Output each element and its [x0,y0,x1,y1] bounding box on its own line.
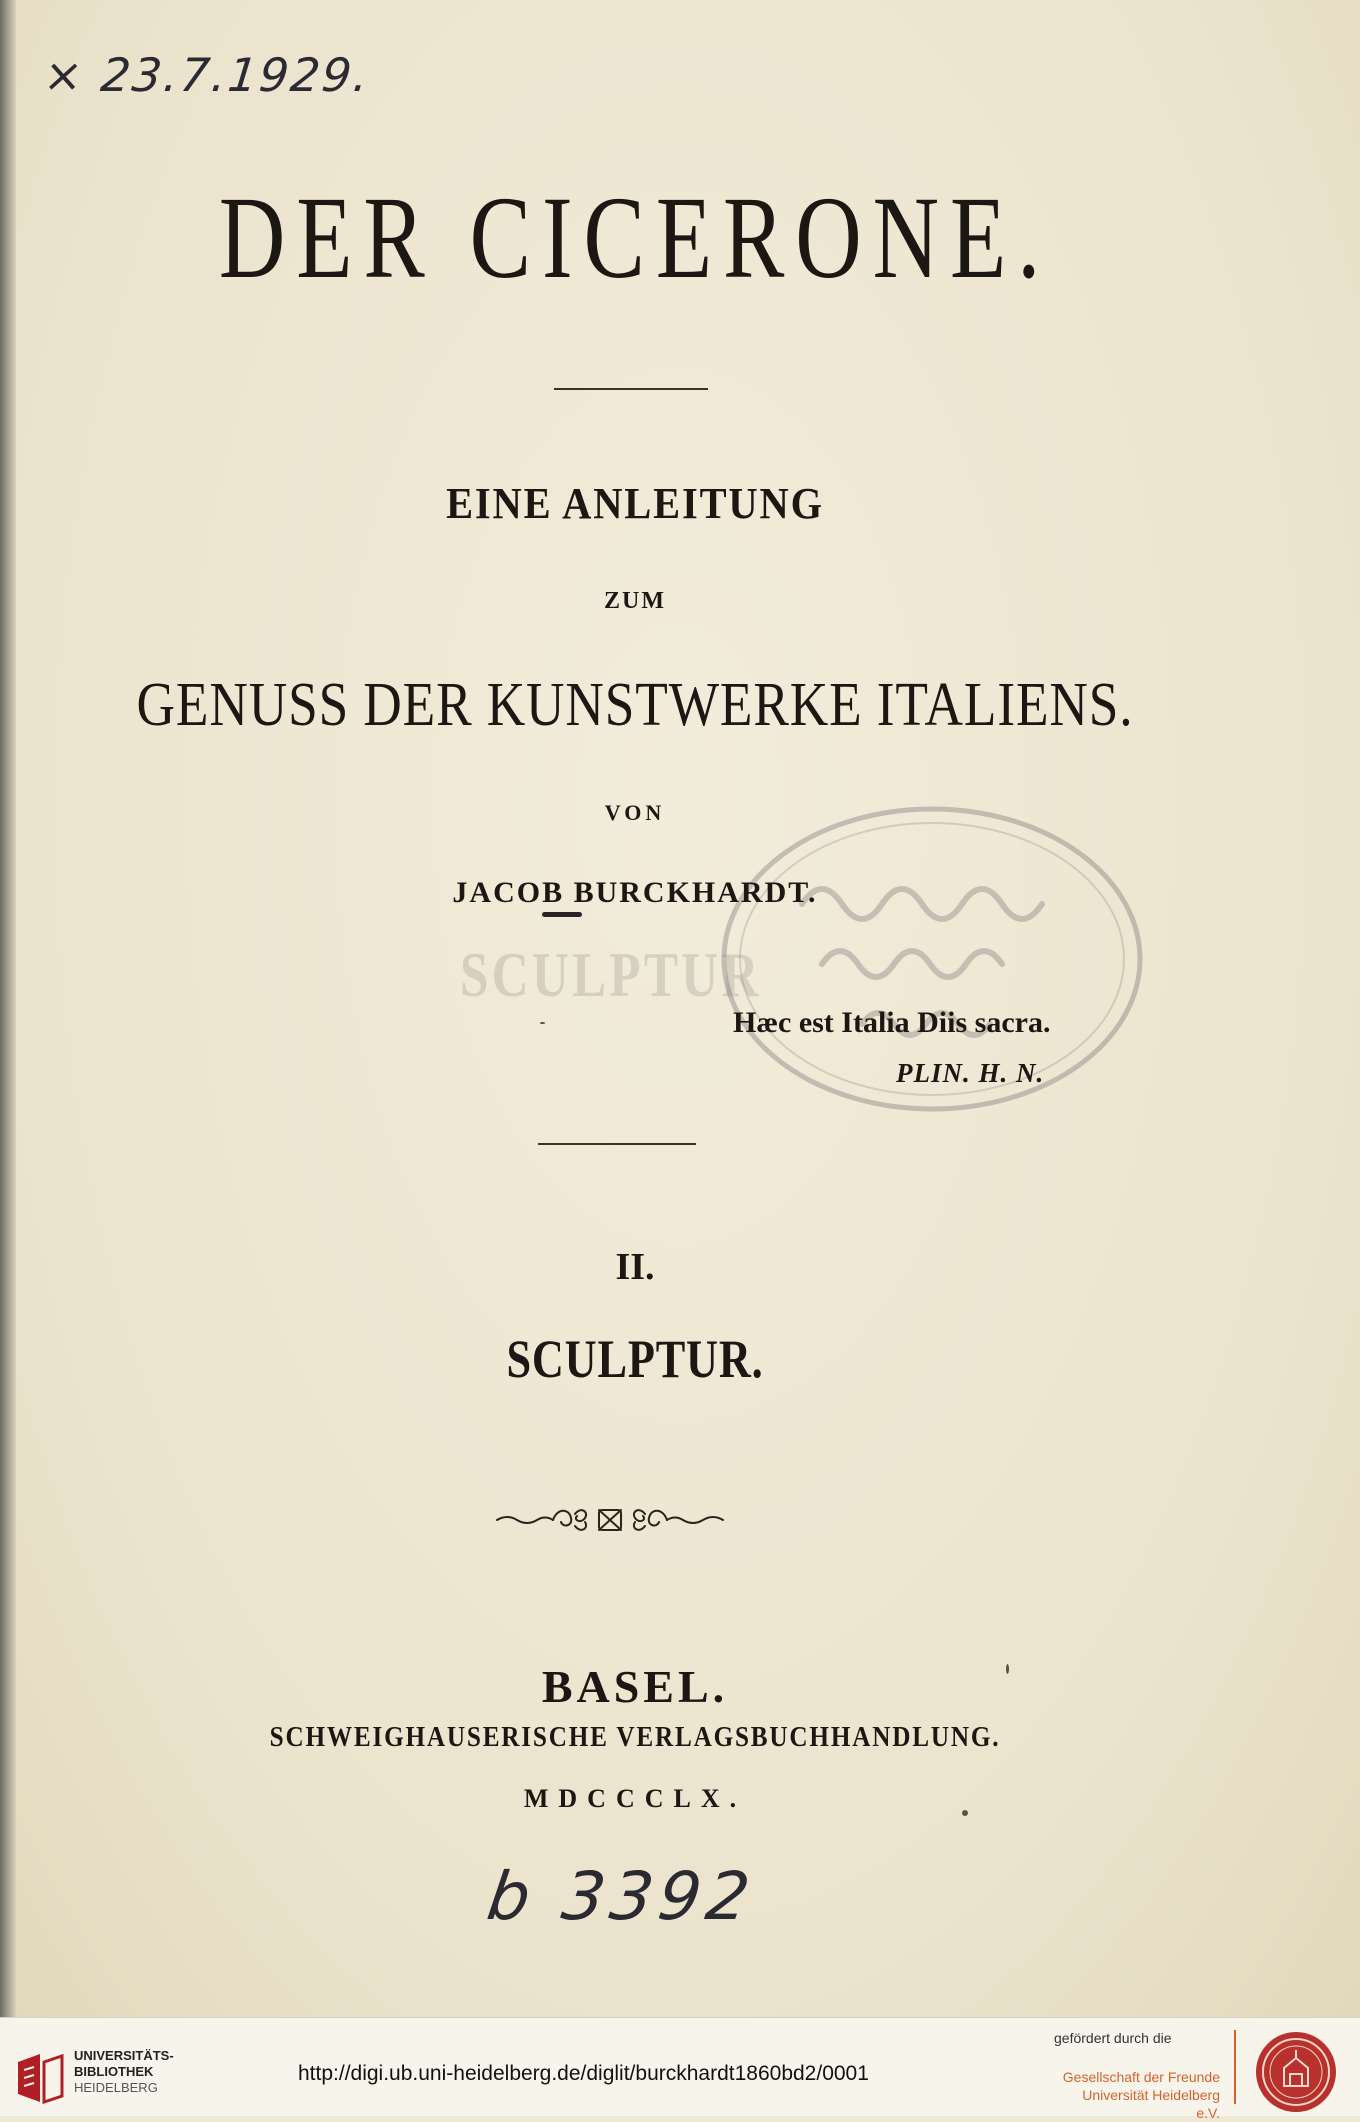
sponsor-line-1: Gesellschaft der Freunde [1062,2069,1220,2085]
show-through-text: SCULPTUR [460,939,762,1010]
funded-by-label: gefördert durch die [1054,2030,1172,2046]
library-name-line-3: HEIDELBERG [74,2080,158,2095]
author-underline-mark [542,912,582,917]
book-title: DER CICERONE. [218,172,1052,303]
university-library-logo-icon [14,2052,66,2104]
publisher: SCHWEIGHAUSERISCHE VERLAGSBUCHHANDLUNG. [269,1722,1001,1753]
accession-note-bottom: b 3392 [482,1858,761,1935]
epigraph-source: PLIN. H. N. [896,1058,1045,1088]
library-name [74,2048,174,2096]
accession-note-top: × 23.7.1929. [41,48,373,102]
author-von: VON [604,800,666,825]
digitization-footer [0,2017,1360,2121]
sponsor-line-2: Universität Heidelberg e.V. [1082,2087,1220,2121]
sponsor-name [1060,2068,1220,2122]
book-spine-edge [0,0,16,2017]
title-rule [554,388,708,390]
subtitle-zum: ZUM [604,588,666,614]
sponsor-divider [1234,2030,1236,2104]
university-seal-icon [1254,2030,1338,2114]
paper-speck [962,1810,968,1816]
subtitle-line-2: GENUSS DER KUNSTWERKE ITALIENS. [136,671,1134,739]
volume-number: II. [615,1246,655,1288]
ornament-divider [495,1500,725,1540]
author-name: JACOB BURCKHARDT. [452,876,818,909]
section-title: SCULPTUR. [506,1329,764,1389]
paper-speck [540,1022,545,1024]
epigraph: Hæc est Italia Diis sacra. [733,1006,1051,1039]
library-name-line-2: BIBLIOTHEK [74,2064,154,2079]
library-name-line-1: UNIVERSITÄTS- [74,2048,174,2063]
paper-speck [1006,1664,1009,1674]
subtitle-line-1: EINE ANLEITUNG [446,479,824,528]
section-rule [538,1143,696,1145]
publication-year: MDCCCLX. [523,1784,747,1813]
publication-city: BASEL. [541,1661,729,1712]
permalink-url[interactable]: http://digi.ub.uni-heidelberg.de/diglit/burckhardt1860bd2/0001 [298,2062,869,2085]
